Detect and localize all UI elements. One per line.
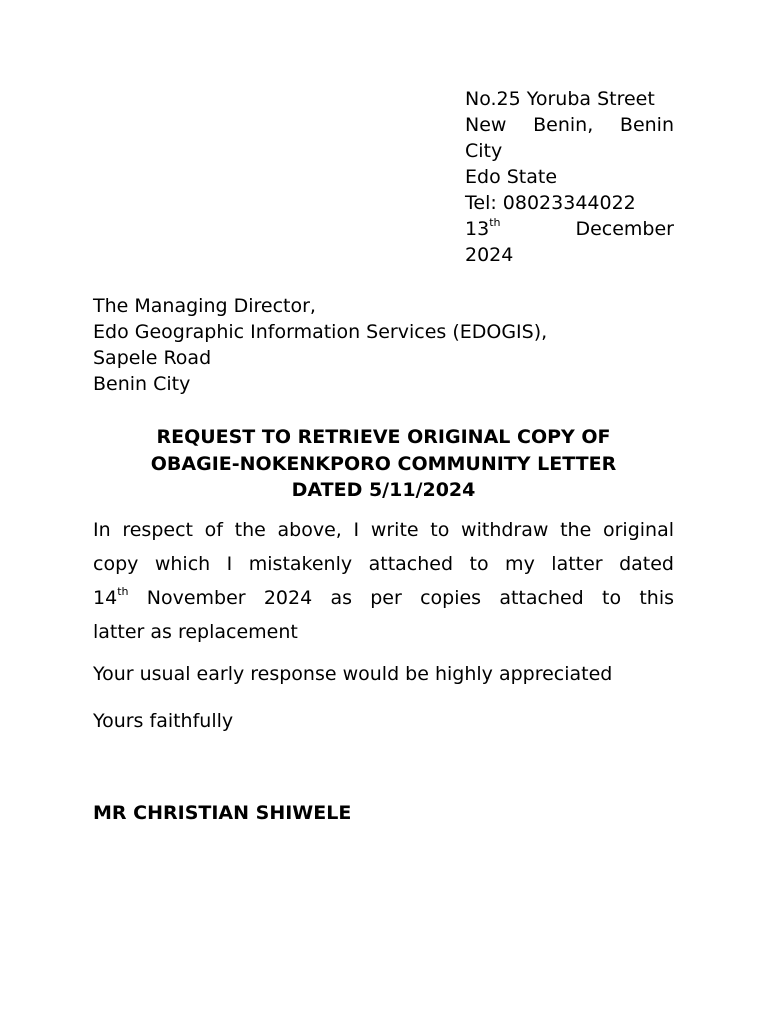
recipient-city: Benin City bbox=[93, 373, 191, 395]
letter-date bbox=[465, 216, 674, 242]
letter-date-year: 2024 bbox=[465, 244, 514, 266]
sender-address bbox=[465, 86, 674, 268]
recipient-title: The Managing Director, bbox=[93, 295, 316, 317]
body-line-3-day: 14 bbox=[93, 587, 118, 609]
letter-subject bbox=[93, 424, 674, 504]
recipient-organization: Edo Geographic Information Services (EDOGIS), bbox=[93, 321, 548, 343]
subject-line-2: OBAGIE-NOKENKPORO COMMUNITY LETTER bbox=[150, 452, 617, 475]
body-line-3-rest: November 2024 as per copies attached to this bbox=[128, 587, 674, 609]
letter-date-month: December bbox=[575, 218, 674, 240]
signatory-name: MR CHRISTIAN SHIWELE bbox=[93, 802, 352, 824]
date-day-suffix: th bbox=[489, 215, 501, 229]
appreciation-line: Your usual early response would be highly appreciated bbox=[93, 663, 613, 685]
recipient-address bbox=[93, 293, 693, 397]
sender-city: City bbox=[465, 140, 503, 162]
subject-line-1: REQUEST TO RETRIEVE ORIGINAL COPY OF bbox=[156, 426, 611, 448]
letter-body bbox=[93, 513, 674, 649]
sender-area: New Benin, Benin bbox=[465, 114, 674, 136]
closing-salutation: Yours faithfully bbox=[93, 710, 234, 732]
body-line-2: copy which I mistakenly attached to my latter dated bbox=[93, 553, 674, 575]
recipient-road: Sapele Road bbox=[93, 347, 212, 369]
subject-line-3: DATED 5/11/2024 bbox=[291, 479, 476, 501]
sender-tel: Tel: 08023344022 bbox=[465, 192, 636, 214]
body-line-1: In respect of the above, I write to withdraw the original bbox=[93, 519, 674, 541]
date-day-number: 13 bbox=[465, 218, 490, 240]
body-line-4: latter as replacement bbox=[93, 621, 298, 643]
sender-state: Edo State bbox=[465, 166, 558, 188]
letter-date-day bbox=[465, 215, 501, 240]
body-line-3-suffix: th bbox=[117, 584, 129, 598]
body-line-3 bbox=[93, 581, 674, 615]
sender-street: No.25 Yoruba Street bbox=[465, 88, 655, 110]
